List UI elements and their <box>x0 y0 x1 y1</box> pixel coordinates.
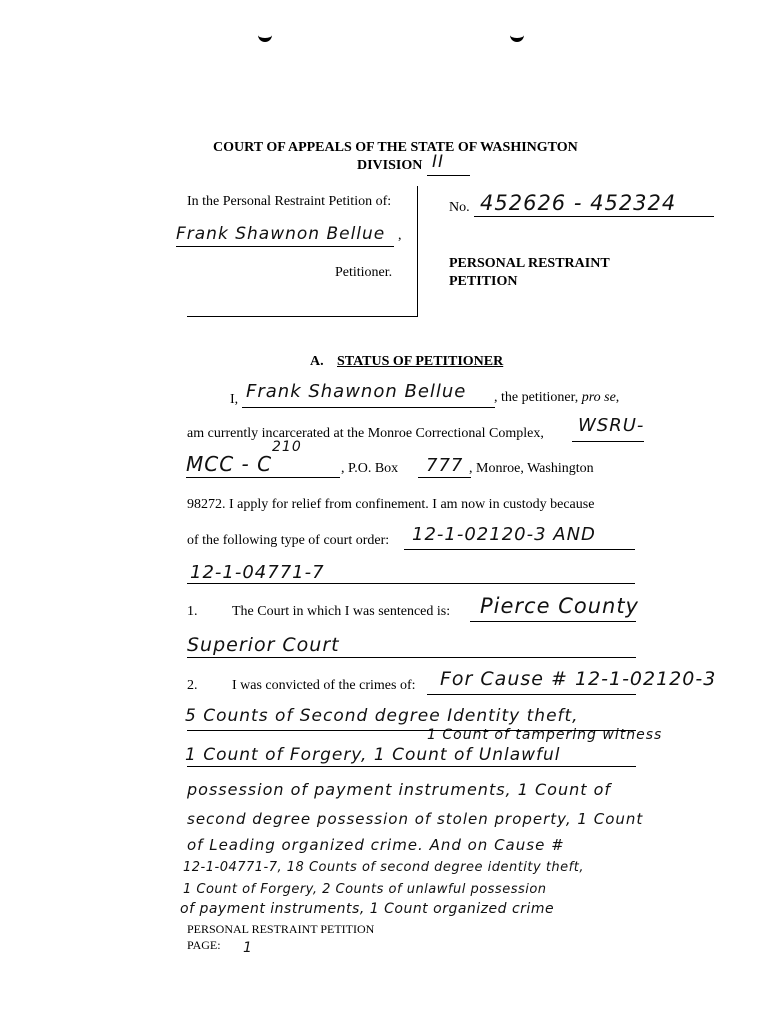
crimes-line-5: second degree possession of stolen property, 1 Count <box>187 810 644 828</box>
section-a-heading: STATUS OF PETITIONER <box>337 354 504 369</box>
division-label: DIVISION <box>357 158 423 173</box>
unit-line-a <box>572 441 644 442</box>
item-1-line-1 <box>470 621 636 622</box>
court-order-label: of the following type of court order: <box>187 533 390 548</box>
item-1-label: The Court in which I was sentenced is: <box>232 604 451 619</box>
in-re-label: In the Personal Restraint Petition of: <box>187 194 392 209</box>
case-no-label: No. <box>449 200 470 215</box>
section-a-letter: A. <box>310 354 324 369</box>
footer-page-number: 1 <box>243 940 253 956</box>
caption-bottom-line <box>187 316 417 317</box>
caption-divider <box>417 186 418 317</box>
crimes-line-2b: 1 Count of tampering witness <box>427 727 663 743</box>
petitioner-name-line <box>176 246 394 247</box>
unit-line-b <box>186 477 340 478</box>
po-box-label: , P.O. Box <box>341 461 399 476</box>
court-name: COURT OF APPEALS OF THE STATE OF WASHINGTON <box>213 140 578 155</box>
petitioner-label: Petitioner. <box>335 265 393 280</box>
footer-page-label: PAGE: <box>187 938 221 952</box>
court-order-line-2 <box>187 583 635 584</box>
item-1-number: 1. <box>187 604 198 619</box>
item-2-label: I was convicted of the crimes of: <box>232 678 416 693</box>
sentencing-court-handwritten-2: Superior Court <box>187 634 340 656</box>
punch-hole-left <box>258 28 272 42</box>
case-number-line <box>474 216 714 217</box>
court-order-line-1 <box>404 549 635 550</box>
crimes-line-7: 12-1-04771-7, 18 Counts of second degree identity theft, <box>183 860 584 875</box>
court-order-handwritten-2: 12-1-04771-7 <box>190 562 325 583</box>
crimes-line-8: 1 Count of Forgery, 2 Counts of unlawful possession <box>183 882 547 897</box>
i-prefix: I, <box>230 392 239 407</box>
unit-handwritten-a: WSRU- <box>578 415 645 436</box>
crimes-line-4: possession of payment instruments, 1 Count of <box>187 780 612 799</box>
item-1-line-2 <box>187 657 636 658</box>
crimes-line-6: of Leading organized crime. And on Cause # <box>187 836 565 854</box>
item-2-number: 2. <box>187 678 198 693</box>
document-title-line1: PERSONAL RESTRAINT <box>449 256 610 271</box>
crimes-line-1: For Cause # 12-1-02120-3 <box>440 668 717 690</box>
petitioner-name-handwritten: Frank Shawnon Bellue <box>176 224 386 244</box>
item-2-line-3 <box>187 766 636 767</box>
po-box-handwritten: 777 <box>426 455 464 476</box>
declarant-name-handwritten: Frank Shawnon Bellue <box>246 381 467 402</box>
unit-handwritten-c: 210 <box>272 439 302 455</box>
petitioner-comma: , <box>398 228 402 243</box>
incarcerated-text: am currently incarcerated at the Monroe Correctional Complex, <box>187 426 544 441</box>
document-title-line2: PETITION <box>449 274 518 289</box>
division-underline <box>427 175 470 176</box>
crimes-line-3: 1 Count of Forgery, 1 Count of Unlawful <box>185 745 561 765</box>
court-order-handwritten-1: 12-1-02120-3 AND <box>412 524 596 545</box>
declarant-name-line <box>242 407 495 408</box>
item-2-line-2 <box>187 730 636 731</box>
monroe-text: , Monroe, Washington <box>469 461 594 476</box>
case-number-handwritten: 452626 - 452324 <box>480 191 677 215</box>
item-2-line-1 <box>427 694 636 695</box>
sentencing-court-handwritten-1: Pierce County <box>480 594 639 618</box>
crimes-line-2: 5 Counts of Second degree Identity theft, <box>185 706 579 726</box>
division-number: II <box>432 152 445 172</box>
punch-hole-right <box>510 28 524 42</box>
crimes-line-9: of payment instruments, 1 Count organized crime <box>180 901 555 917</box>
petitioner-clause: , the petitioner, pro se, <box>494 390 620 405</box>
custody-text: 98272. I apply for relief from confinement. I am now in custody because <box>187 497 595 512</box>
unit-handwritten-b: MCC - C <box>186 452 273 476</box>
po-box-line <box>418 477 471 478</box>
footer-title: PERSONAL RESTRAINT PETITION <box>187 922 375 936</box>
